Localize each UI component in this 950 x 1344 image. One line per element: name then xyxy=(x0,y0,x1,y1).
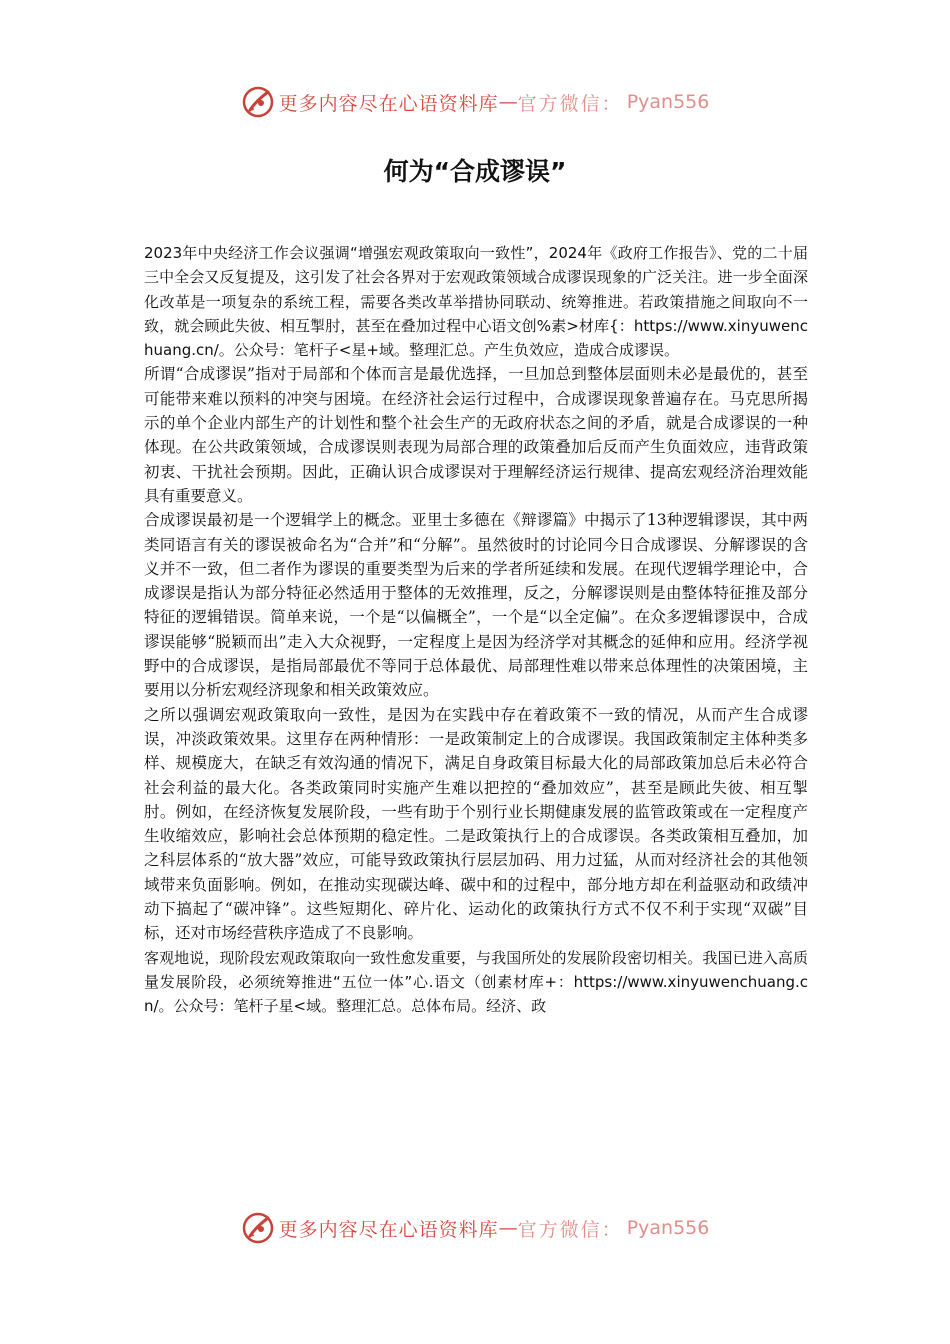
article-body xyxy=(144,241,808,1019)
paragraph: 客观地说，现阶段宏观政策取向一致性愈发重要，与我国所处的发展阶段密切相关。我国已进入高质量发展阶段，必须统筹推进“五位一体”心.语文（创素材库+：https://www.xinyuwenchuang.cn/。公众号：笔杆子星<域。整理汇总。总体布局。经济、政 xyxy=(144,948,808,1016)
banner-dash: — xyxy=(498,91,518,113)
banner-wechat-id: Pyan556 xyxy=(626,91,710,113)
paragraph: 所谓“合成谬误”指对于局部和个体而言是最优选择，一旦加总到整体层面则未必是最优的，甚至可能带来难以预料的冲突与困境。在经济社会运行过程中，合成谬误现象普遍存在。马克思所揭示的单个企业内部生产的计划性和整个社会生产的无政府状态之间的矛盾，就是合成谬误的一种体现。在公共政策领域，合成谬误则表现为局部合理的政策叠加后反而产生负面效应，违背政策初衷、干扰社会预期。因此，正确认识合成谬误对于理解经济运行规律、提高宏观经济治理效能具有重要意义。 xyxy=(144,365,808,505)
paragraph: 之所以强调宏观政策取向一致性，是因为在实践中存在着政策不一致的情况，从而产生合成谬误，冲淡政策效果。这里存在两种情形：一是政策制定上的合成谬误。我国政策制定主体种类多样、规模庞大，在缺乏有效沟通的情况下，满足自身政策目标最大化的局部政策加总后未必符合社会利益的最大化。各类政策同时实施产生难以把控的“叠加效应”，甚至是顾此失彼、相互掣肘。例如，在经济恢复发展阶段，一些有助于个别行业长期健康发展的监管政策或在一定程度产生收缩效应，影响社会总体预期的稳定性。二是政策执行上的合成谬误。各类政策相互叠加，加之科层体系的“放大器”效应，可能导致政策执行层层加码、用力过猛，从而对经济社会的其他领域带来负面影响。例如，在推动实现碳达峰、碳中和的过程中，部分地方却在利益驱动和政绩冲动下搞起了“碳冲锋”。这些短期化、碎片化、运动化的政策执行方式不仅不利于实现“双碳”目标，还对市场经营秩序造成了不良影响。 xyxy=(144,705,808,943)
header-watermark-banner xyxy=(0,84,950,120)
paragraph: 2023年中央经济工作会议强调“增强宏观政策取向一致性”，2024年《政府工作报告》、党的二十届三中全会又反复提及，这引发了社会各界对于宏观政策领域合成谬误现象的广泛关注。进一步全面深化改革是一项复杂的系统工程，需要各类改革举措协同联动、统筹推进。若政策措施之间取向不一致，就会顾此失彼、相互掣肘，甚至在叠加过程中心语文创%素>材库{：https://www.xinyuwenchuang.cn/。公众号：笔杆子<星+域。整理汇总。产生负效应，造成合成谬误。 xyxy=(144,244,808,360)
banner-dash: — xyxy=(498,1217,518,1239)
footer-watermark-banner xyxy=(0,1210,950,1246)
brush-logo-icon xyxy=(241,85,275,119)
banner-wechat-label: 官方微信： xyxy=(517,92,623,115)
banner-text: 更多内容尽在心语资料库 xyxy=(278,1218,499,1241)
banner-wechat-id: Pyan556 xyxy=(626,1217,710,1239)
paragraph: 合成谬误最初是一个逻辑学上的概念。亚里士多德在《辩谬篇》中揭示了13种逻辑谬误，其中两类同语言有关的谬误被命名为“合并”和“分解”。虽然彼时的讨论同今日合成谬误、分解谬误的含义并不一致，但二者作为谬误的重要类型为后来的学者所延续和发展。在现代逻辑学理论中，合成谬误是指认为部分特征必然适用于整体的无效推理，反之，分解谬误则是由整体特征推及部分特征的逻辑错误。简单来说，一个是“以偏概全”，一个是“以全定偏”。在众多逻辑谬误中，合成谬误能够“脱颖而出”走入大众视野，一定程度上是因为经济学对其概念的延伸和应用。经济学视野中的合成谬误，是指局部最优不等同于总体最优、局部理性难以带来总体理性的决策困境，主要用以分析宏观经济现象和相关政策效应。 xyxy=(144,511,808,700)
banner-text: 更多内容尽在心语资料库 xyxy=(278,92,499,115)
page-title: 何为“合成谬误” xyxy=(383,157,567,186)
brush-logo-icon xyxy=(241,1211,275,1245)
banner-wechat-label: 官方微信： xyxy=(517,1218,623,1241)
